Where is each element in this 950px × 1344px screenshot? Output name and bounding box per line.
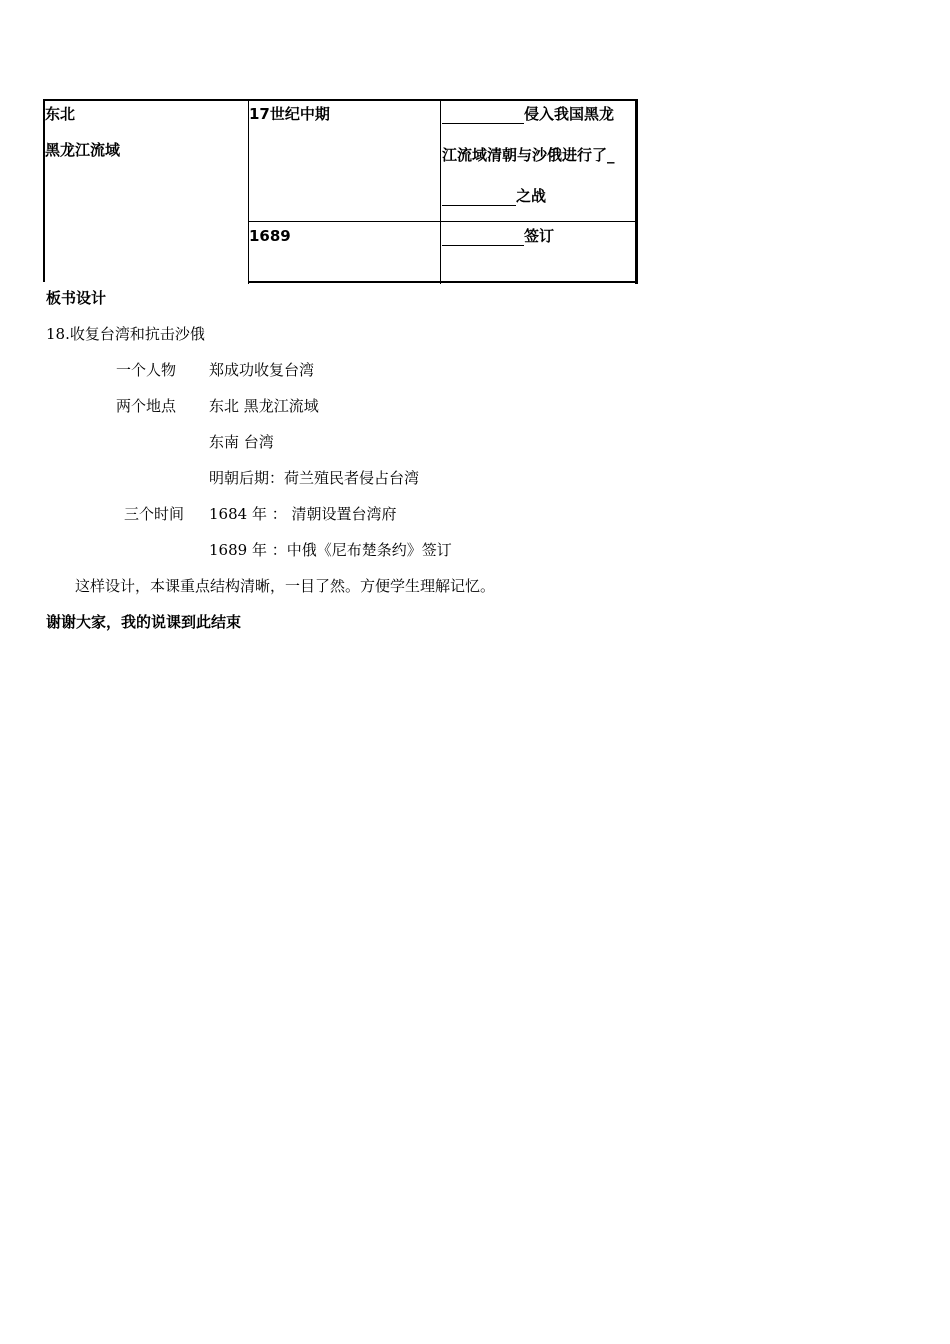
region-cell-line2: 黑龙江流域 <box>45 141 121 159</box>
event-cell-row1-line2: 江流域清朝与沙俄进行了_ <box>442 146 615 164</box>
event-cell-row2 <box>442 226 554 246</box>
lesson-title: 18.收复台湾和抗击沙俄 <box>46 325 205 343</box>
table-bottom-border <box>248 281 638 283</box>
value-place-southeast: 东南 台湾 <box>209 433 274 451</box>
board-design-heading: 板书设计 <box>46 289 107 307</box>
time-cell-row2: 1689 <box>249 227 291 245</box>
value-time-1689: 1689 年 ：中俄《尼布楚条约》签订 <box>209 541 452 559</box>
value-person: 郑成功收复台湾 <box>209 361 315 379</box>
region-cell-line1: 东北 <box>45 105 76 123</box>
table-col-divider-2 <box>440 99 441 284</box>
table-left-border <box>43 99 45 282</box>
table-top-border <box>43 99 638 101</box>
fill-in-blank <box>442 106 524 124</box>
value-time-ming: 明朝后期：荷兰殖民者侵占台湾 <box>209 469 420 487</box>
fill-in-blank <box>442 188 516 206</box>
label-times: 三个时间 <box>124 505 185 523</box>
time-cell-row1: 17世纪中期 <box>249 105 330 123</box>
history-table <box>43 99 638 284</box>
table-right-border <box>635 99 638 284</box>
event-cell-row2-text: 签订 <box>524 227 555 245</box>
table-col-divider-1 <box>248 99 249 284</box>
value-time-1684: 1684 年 ： 清朝设置台湾府 <box>209 505 397 523</box>
table-row-divider <box>248 221 638 222</box>
label-places: 两个地点 <box>116 397 177 415</box>
event-cell-row1-line3-text: 之战 <box>516 187 547 205</box>
summary-paragraph: 这样设计，本课重点结构清晰，一目了然。方便学生理解记忆。 <box>75 577 496 595</box>
closing-remark: 谢谢大家，我的说课到此结束 <box>46 613 242 631</box>
event-cell-row1-line1-text: 侵入我国黑龙 <box>524 105 615 123</box>
label-person: 一个人物 <box>116 361 177 379</box>
event-cell-row1-line1 <box>442 104 614 124</box>
fill-in-blank <box>442 228 524 246</box>
event-cell-row1-line3 <box>442 186 546 206</box>
value-place-northeast: 东北 黑龙江流域 <box>209 397 319 415</box>
